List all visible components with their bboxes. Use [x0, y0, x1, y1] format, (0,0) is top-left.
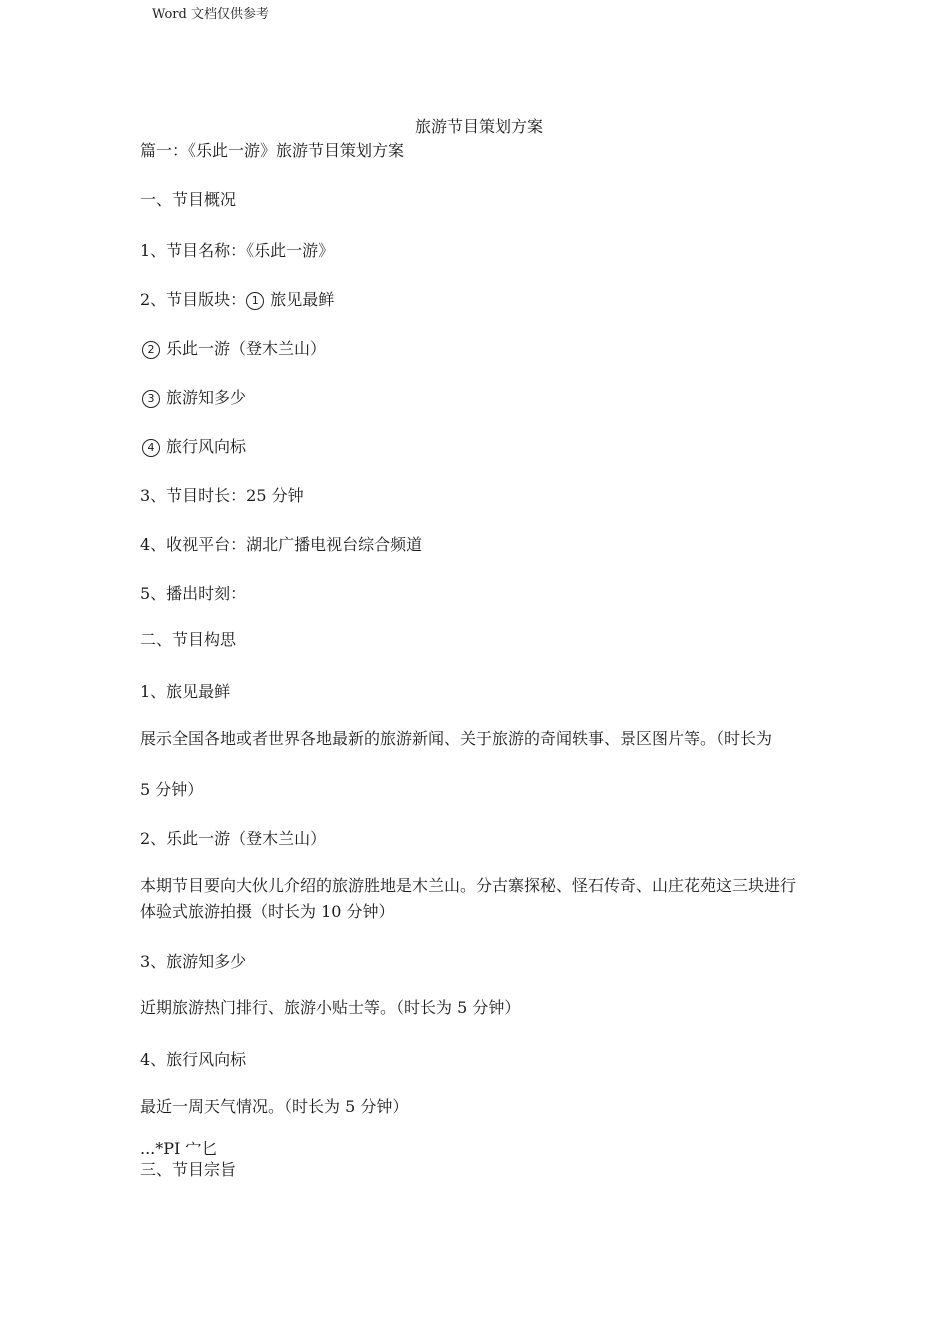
concept-sub1-title: 1、旅见最鲜	[140, 682, 231, 701]
segment-label-2: 乐此一游（登木兰山）	[166, 339, 327, 358]
circled-number-4: 4	[142, 439, 160, 457]
broadcast-time: 5、播出时刻：	[140, 584, 247, 603]
section-heading-concept: 二、节目构思	[140, 630, 237, 649]
concept-sub2-title: 2、乐此一游（登木兰山）	[140, 829, 327, 848]
concept-sub1-body: 展示全国各地或者世界各地最新的旅游新闻、关于旅游的奇闻轶事、景区图片等。（时长为	[140, 729, 773, 748]
segments-prefix: 2、节目版块：	[140, 290, 247, 309]
segment-label-3: 旅游知多少	[166, 388, 247, 407]
ocr-artifact-text: ...*PI 宀匕	[140, 1139, 218, 1158]
document-title: 旅游节目策划方案	[414, 117, 543, 136]
concept-sub4-title: 4、旅行风向标	[140, 1050, 247, 1069]
section-heading-overview: 一、节目概况	[140, 190, 237, 209]
program-segments-line	[140, 289, 334, 311]
concept-sub4-body: 最近一周天气情况。（时长为 5 分钟）	[140, 1097, 409, 1116]
part-heading: 篇一：《乐此一游》旅游节目策划方案	[140, 141, 405, 160]
segment-label-1: 旅见最鲜	[270, 290, 335, 309]
concept-sub3-body: 近期旅游热门排行、旅游小贴士等。（时长为 5 分钟）	[140, 998, 521, 1017]
program-duration: 3、节目时长：25 分钟	[140, 486, 304, 505]
section-heading-purpose: 三、节目宗旨	[140, 1160, 237, 1179]
circled-number-3: 3	[142, 390, 160, 408]
segment-line-3	[142, 387, 246, 409]
program-name: 1、节目名称：《乐此一游》	[140, 241, 335, 260]
circled-number-2: 2	[142, 341, 160, 359]
concept-sub3-title: 3、旅游知多少	[140, 952, 247, 971]
segment-line-2	[142, 338, 326, 360]
broadcast-platform: 4、收视平台：湖北广播电视台综合频道	[140, 535, 423, 554]
segment-label-4: 旅行风向标	[166, 437, 247, 456]
concept-sub2-body: 本期节目要向大伙儿介绍的旅游胜地是木兰山。分古寨探秘、怪石传奇、山庄花苑这三块进行体验式旅游拍摄（时长为 10 分钟）	[140, 876, 797, 921]
segment-line-4	[142, 436, 246, 458]
concept-sub1-body-cont: 5 分钟）	[140, 780, 204, 799]
circled-number-1: 1	[246, 292, 264, 310]
header-note: Word 文档仅供参考	[152, 7, 269, 22]
